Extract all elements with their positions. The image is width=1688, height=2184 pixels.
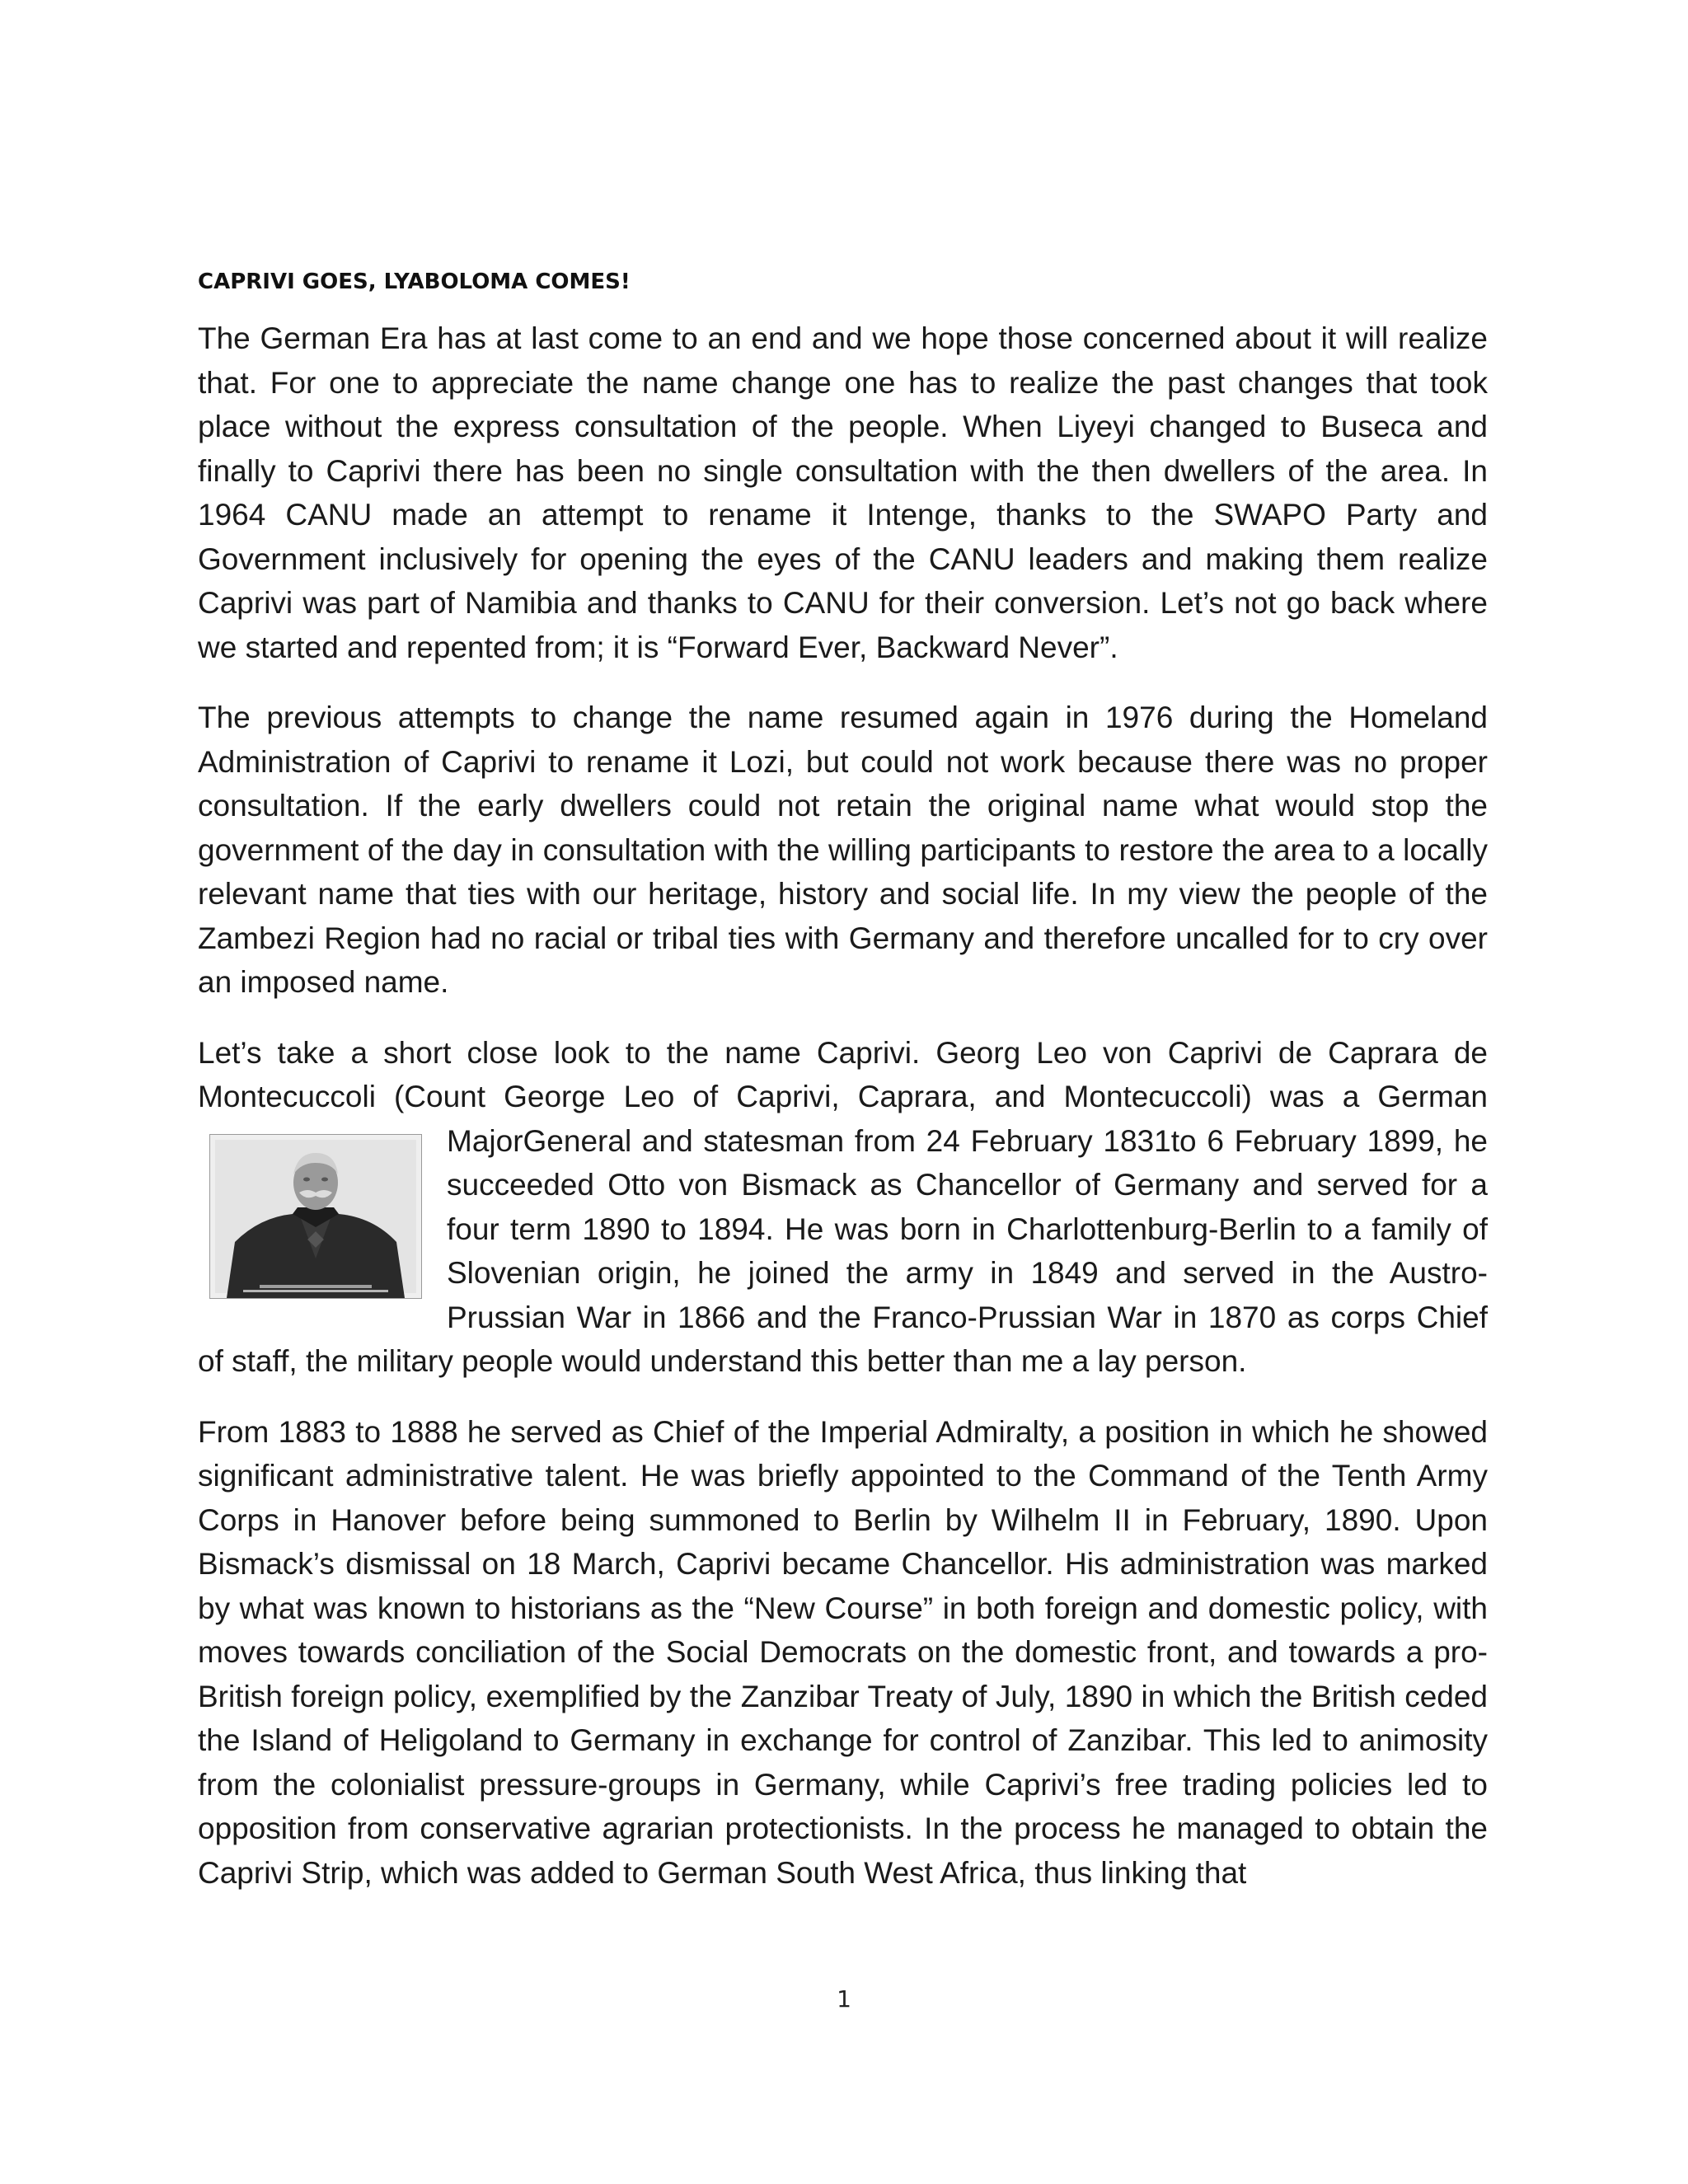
page-number: 1 — [837, 1985, 851, 2013]
document-body — [198, 265, 1488, 1921]
paragraph-1: The German Era has at last come to an end and we hope those concerned about it will realize that. For one to appreciate the name change one has to realize the past changes that took place without the express consultation of the people. When Liyeyi changed to Buseca and finally to Caprivi there has been no single consultation with the then dwellers of the area. In 1964 CANU made an attempt to rename it Intenge, thanks to the SWAPO Party and Government inclusively for opening the eyes of the CANU leaders and making them realize Caprivi was part of Namibia and thanks to CANU for their conversion. Let’s not go back where we started and repented from; it is “Forward Ever, Backward Never”. — [198, 321, 1488, 664]
caprivi-portrait-image — [209, 1134, 422, 1299]
paragraph-3 — [198, 1031, 1488, 1384]
portrait-illustration — [210, 1135, 421, 1298]
paragraph-3-wrapped: General and statesman from 24 February 1831to 6 February 1899, he succeeded Otto von Bismack as Chancellor of Germany and served for a four term 1890 to 1894. He was born in Charlottenburg-Berlin to a family of Slovenian origin, he joined the army in 1849 and served in the Austro-Prussian War in 1866 and the Franco-Prussian War in 1870 as corps Chief of staff, the military people would understand this better than me a lay person. — [198, 1123, 1488, 1378]
paragraph-3-lead: Let’s take a short close look to the name Caprivi. Georg Leo von Caprivi de Caprara de Montecuccoli (Count George Leo of Caprivi, Caprara, and Montecuccoli) was a German Major — [198, 1035, 1488, 1158]
paragraph-2: The previous attempts to change the name resumed again in 1976 during the Homeland Administration of Caprivi to rename it Lozi, but could not work because there was no proper consultation. If the early dwellers could not retain the original name what would stop the government of the day in consultation with the willing participants to restore the area to a locally relevant name that ties with our heritage, history and social life. In my view the people of the Zambezi Region had no racial or tribal ties with Germany and therefore uncalled for to cry over an imposed name. — [198, 701, 1488, 999]
document-title: CAPRIVI GOES, LYABOLOMA COMES! — [198, 269, 631, 294]
paragraph-4: From 1883 to 1888 he served as Chief of the Imperial Admiralty, a position in which he showed significant administrative talent. He was briefly appointed to the Command of the Tenth Army Corps in Hanover before being summoned to Berlin by Wilhelm II in February, 1890. Upon Bismack’s dismissal on 18 March, Caprivi became Chancellor. His administration was marked by what was known to historians as the “New Course” in both foreign and domestic policy, with moves towards conciliation of the Social Democrats on the domestic front, and towards a pro-British foreign policy, exemplified by the Zanzibar Treaty of July, 1890 in which the British ceded the Island of Heligoland to Germany in exchange for control of Zanzibar. This led to animosity from the colonialist pressure-groups in Germany, while Caprivi’s free trading policies led to opposition from conservative agrarian protectionists. In the process he managed to obtain the Caprivi Strip, which was added to German South West Africa, thus linking that — [198, 1414, 1488, 1890]
